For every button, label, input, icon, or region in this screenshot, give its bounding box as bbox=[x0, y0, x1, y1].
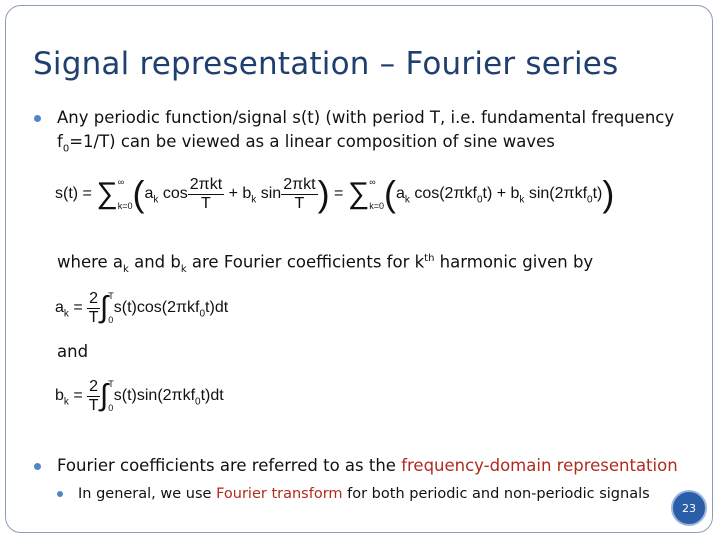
ak-formula: $a_k$ = $\frac{2}{T}$ ∫T 0s(t)cos(2πkf$_0$t)dt bbox=[55, 289, 229, 326]
and-text: and bbox=[57, 342, 89, 361]
fourier-series-formula: s(t) = ∑∞ $k=0(a_k$ cos $\frac{\text{2πkt}}{T}$ + $b_k$ sin $\frac{\text{2πkt}}{T}$ ) = ∑∞ $k=0(a_k$ $\cos(2\pi kf_0t) + b_k$ sin(2πkf$_0$t)) bbox=[55, 173, 615, 214]
bullet1-line2: $f_0=1/T$) can be viewed as a linear composition of sine waves bbox=[57, 132, 555, 155]
bk-formula: $b_k$ = $\frac{2}{T}$ ∫T 0s(t)sin(2πkf$_0$t)dt bbox=[55, 377, 224, 414]
sub-bullet-text: In general, we use Fourier transform for both periodic and non-periodic signals bbox=[78, 486, 650, 502]
page-number-badge: 23 bbox=[671, 490, 707, 526]
bullet2-text: Fourier coefficients are referred to as the frequency-domain representation bbox=[57, 456, 678, 475]
bullet-marker bbox=[34, 115, 41, 122]
sub-bullet-marker bbox=[57, 491, 63, 497]
coefficients-description: where $a_k$ and $b_k$ are Fourier coefficients for $k^{th}$ harmonic given by bbox=[57, 252, 594, 275]
bullet1-line1: Any periodic function/signal s(t) (with period T, i.e. fundamental frequency bbox=[57, 108, 675, 127]
slide-title: Signal representation – Fourier series bbox=[33, 46, 619, 82]
bullet-marker bbox=[34, 463, 41, 470]
